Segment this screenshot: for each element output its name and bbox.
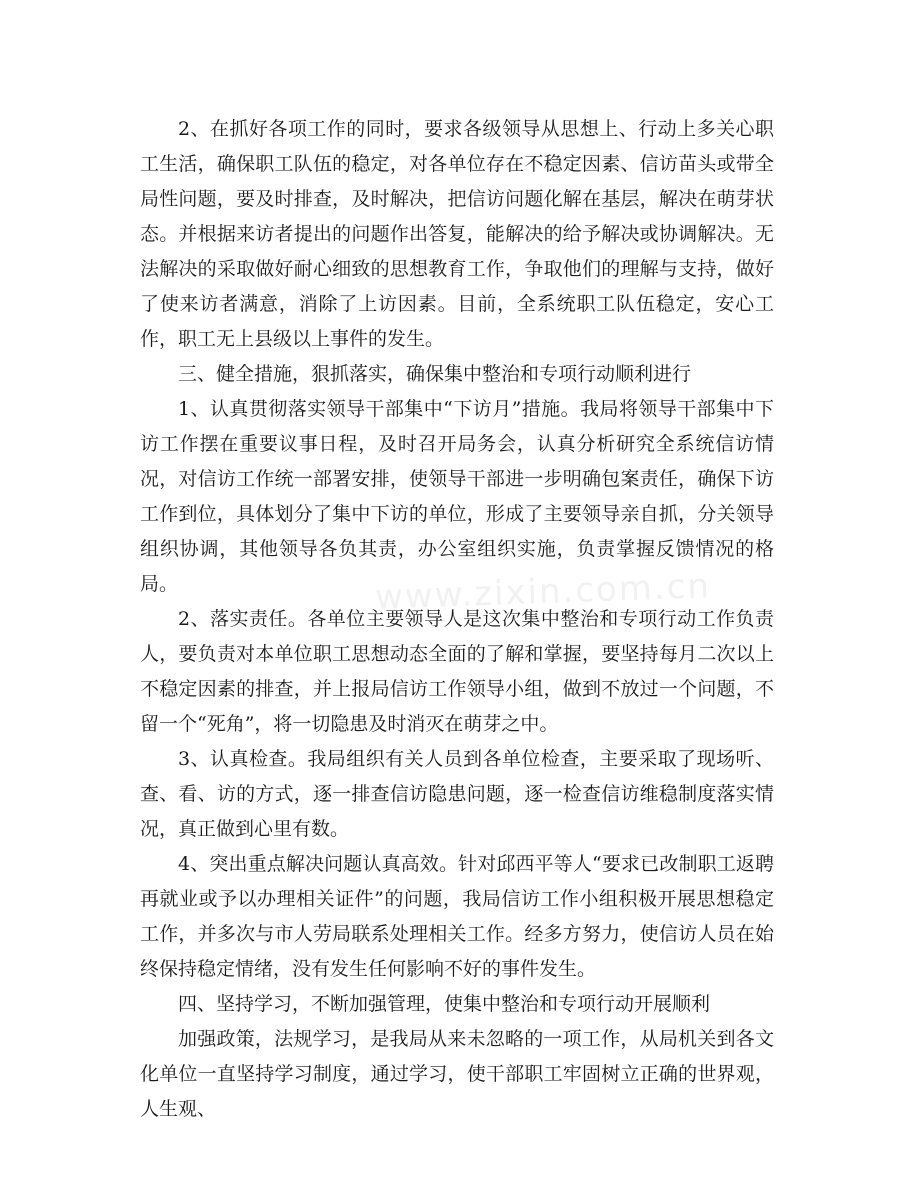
paragraph: 3、认真检查。我局组织有关人员到各单位检查，主要采取了现场听、查、看、访的方式，逐一排查信访隐患问题，逐一检查信访维稳制度落实情况，真正做到心里有数。 bbox=[140, 748, 774, 840]
paragraph: 4、突出重点解决问题认真高效。针对邱西平等人“要求已改制职工返聘再就业或予以办理相关证件”的问题，我局信访工作小组积极开展思想稳定工作，并多次与市人劳局联系处理相关工作。经多方努力，使信访人员在始终保持稳定情绪，没有发生任何影响不好的事件发生。 bbox=[140, 853, 774, 980]
paragraph: 1、认真贯彻落实领导干部集中“下访月”措施。我局将领导干部集中下访工作摆在重要议事日程，及时召开局务会，认真分析研究全系统信访情况，对信访工作统一部署安排，使领导干部进一步明确包案责任，确保下访工作到位，具体划分了集中下访的单位，形成了主要领导亲自抓，分关领导组织协调，其他领导各负其责，办公室组织实施，负责掌握反馈情况的格局。 bbox=[140, 398, 774, 595]
paragraph: 2、在抓好各项工作的同时，要求各级领导从思想上、行动上多关心职工生活，确保职工队伍的稳定，对各单位存在不稳定因素、信访苗头或带全局性问题，要及时排查，及时解决，把信访问题化解在基层，解决在萌芽状态。并根据来访者提出的问题作出答复，能解决的给予解决或协调解决。无法解决的采取做好耐心细致的思想教育工作，争取他们的理解与支持，做好了使来访者满意，消除了上访因素。目前，全系统职工队伍稳定，安心工作，职工无上县级以上事件的发生。 bbox=[140, 118, 774, 350]
document-body bbox=[140, 112, 774, 1127]
paragraph: 2、落实责任。各单位主要领导人是这次集中整治和专项行动工作负责人，要负责对本单位职工思想动态全面的了解和掌握，要坚持每月二次以上不稳定因素的排查，并上报局信访工作领导小组，做到不放过一个问题，不留一个“死角”，将一切隐患及时消灭在萌芽之中。 bbox=[140, 608, 774, 735]
section-heading: 四、坚持学习，不断加强管理，使集中整治和专项行动开展顺利 bbox=[178, 993, 711, 1015]
watermark: www.zixin.com.cn bbox=[374, 566, 712, 618]
paragraph: 加强政策，法规学习，是我局从来未忽略的一项工作，从局机关到各文化单位一直坚持学习制度，通过学习，使干部职工牢固树立正确的世界观，人生观、 bbox=[140, 1028, 774, 1120]
section-heading: 三、健全措施，狠抓落实，确保集中整治和专项行动顺利进行 bbox=[178, 363, 692, 385]
